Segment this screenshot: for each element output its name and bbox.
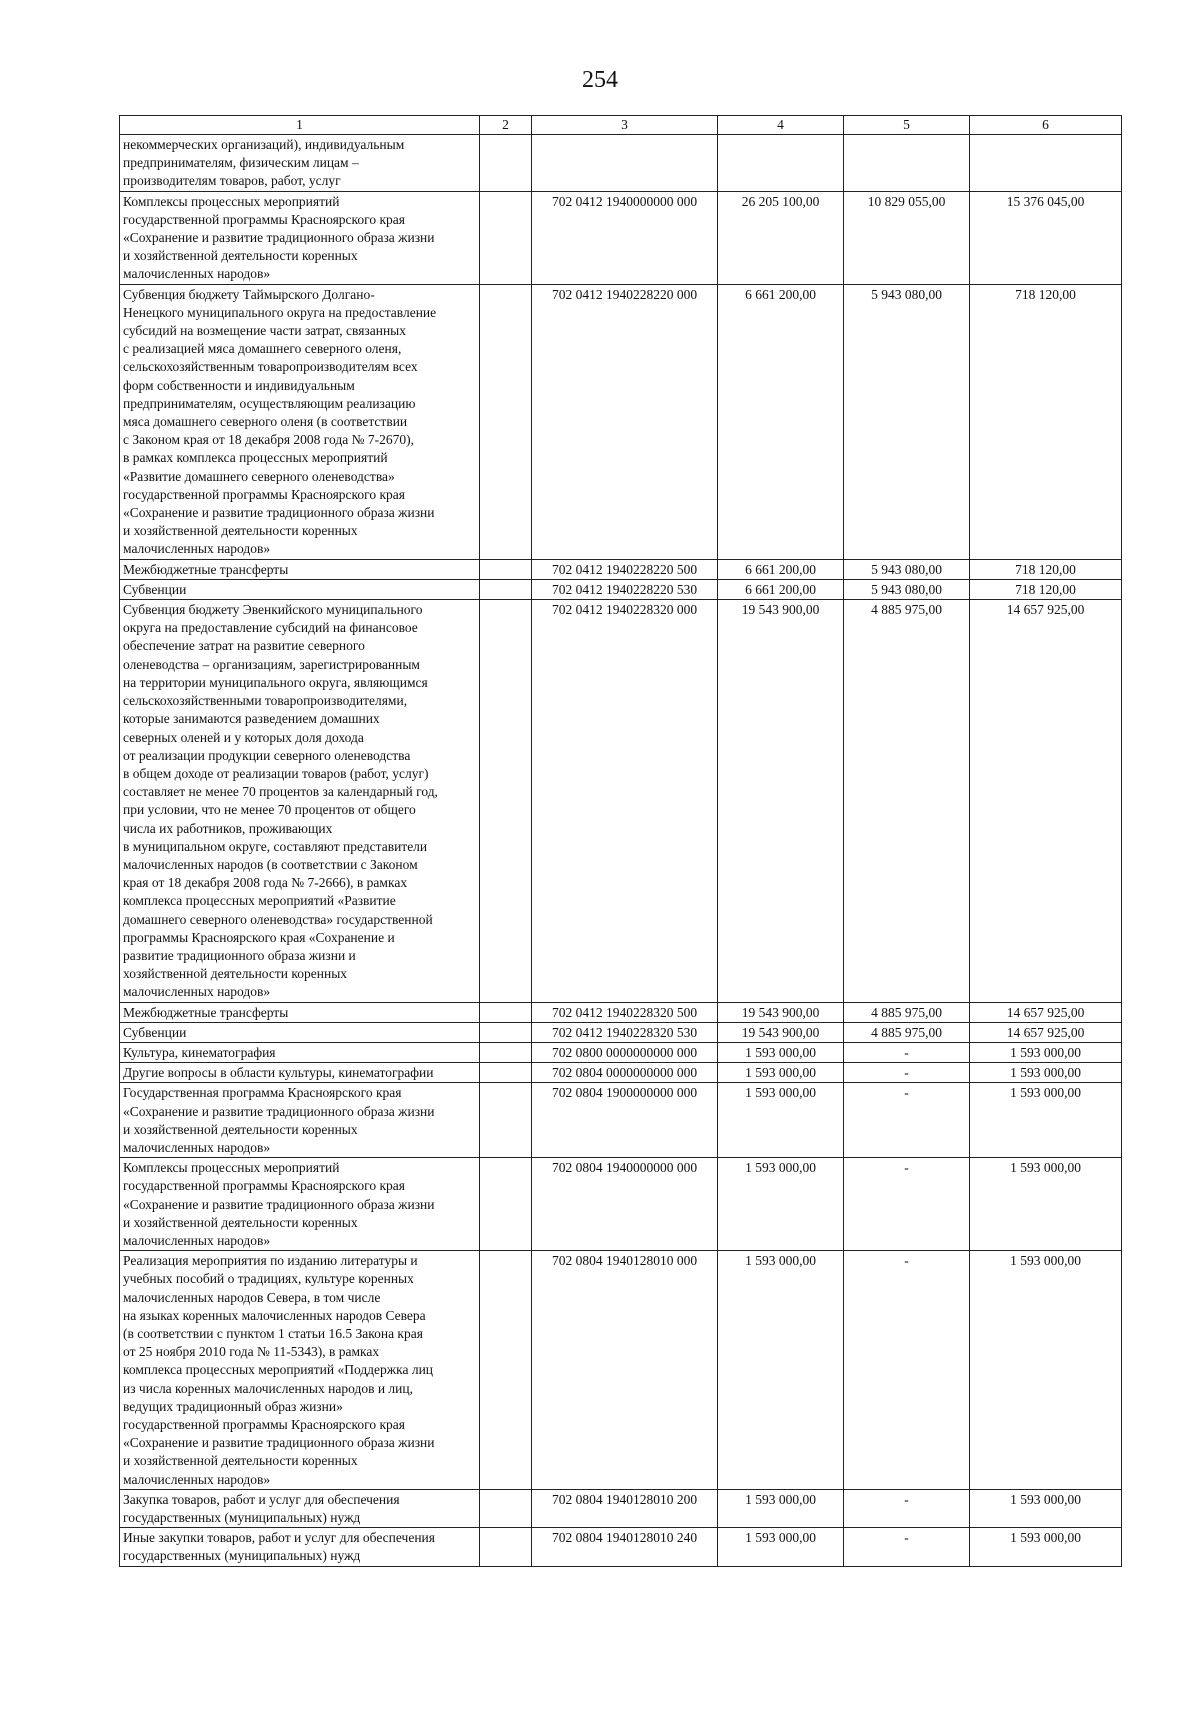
row-value-6: 718 120,00 [970,579,1122,599]
row-value-5 [844,135,970,192]
row-value-6: 14 657 925,00 [970,600,1122,1002]
row-value-5: - [844,1158,970,1251]
table-row [120,1002,1122,1022]
row-name: Закупка товаров, работ и услуг для обеспечения государственных (муниципальных) нужд [120,1489,480,1527]
row-code: 702 0412 1940000000 000 [532,191,718,284]
row-value-4: 6 661 200,00 [718,579,844,599]
row-value-5: - [844,1251,970,1490]
table-row [120,1489,1122,1527]
row-value-6: 1 593 000,00 [970,1063,1122,1083]
row-value-4: 1 593 000,00 [718,1158,844,1251]
row-name: Межбюджетные трансферты [120,559,480,579]
row-name: Комплексы процессных мероприятий государственной программы Красноярского края «Сохранение и развитие традиционного образа жизни и хозяйственной деятельности коренных малочисленных народов» [120,1158,480,1251]
row-code: 702 0804 0000000000 000 [532,1063,718,1083]
row-value-4: 1 593 000,00 [718,1083,844,1158]
row-name: Культура, кинематография [120,1042,480,1062]
col-header-5: 5 [844,116,970,135]
row-name: некоммерческих организаций), индивидуальным предпринимателям, физическим лицам – производителям товаров, работ, услуг [120,135,480,192]
row-value-4: 19 543 900,00 [718,1022,844,1042]
row-col2 [480,1489,532,1527]
row-value-6: 14 657 925,00 [970,1022,1122,1042]
row-value-5: - [844,1083,970,1158]
row-code: 702 0804 1940128010 240 [532,1528,718,1566]
col-header-2: 2 [480,116,532,135]
page-number: 254 [582,67,618,93]
row-code: 702 0412 1940228320 000 [532,600,718,1002]
col-header-3: 3 [532,116,718,135]
row-code: 702 0412 1940228320 530 [532,1022,718,1042]
row-col2 [480,1002,532,1022]
row-code: 702 0804 1940128010 200 [532,1489,718,1527]
table-row [120,1251,1122,1490]
row-col2 [480,1022,532,1042]
row-value-6 [970,135,1122,192]
row-value-5: 4 885 975,00 [844,1022,970,1042]
row-value-4: 1 593 000,00 [718,1251,844,1490]
row-value-5: 5 943 080,00 [844,284,970,559]
row-value-4: 6 661 200,00 [718,559,844,579]
table-row [120,1083,1122,1158]
row-value-6: 718 120,00 [970,284,1122,559]
row-col2 [480,284,532,559]
row-value-6: 15 376 045,00 [970,191,1122,284]
row-code: 702 0800 0000000000 000 [532,1042,718,1062]
row-value-6: 1 593 000,00 [970,1489,1122,1527]
row-value-5: - [844,1042,970,1062]
row-code: 702 0804 1900000000 000 [532,1083,718,1158]
row-code: 702 0804 1940128010 000 [532,1251,718,1490]
row-value-4: 1 593 000,00 [718,1528,844,1566]
table-row [120,600,1122,1002]
row-value-5: 4 885 975,00 [844,1002,970,1022]
row-name: Субвенция бюджету Таймырского Долгано- Ненецкого муниципального округа на предоставление субсидий на возмещение части затрат, связанных с реализацией мяса домашнего северного оленя, сельскохозяйственным товаропроизводителям всех форм собственности и индивидуальным предпринимателям, осуществляющим реализацию мяса домашнего северного оленя (в соответствии с Законом края от 18 декабря 2008 года № 7-2670), в рамках комплекса процессных мероприятий «Развитие домашнего северного оленеводства» государственной программы Красноярского края «Сохранение и развитие традиционного образа жизни и хозяйственной деятельности коренных малочисленных народов» [120,284,480,559]
col-header-6: 6 [970,116,1122,135]
row-name: Комплексы процессных мероприятий государственной программы Красноярского края «Сохранение и развитие традиционного образа жизни и хозяйственной деятельности коренных малочисленных народов» [120,191,480,284]
row-value-6: 1 593 000,00 [970,1158,1122,1251]
row-col2 [480,579,532,599]
row-value-5: 10 829 055,00 [844,191,970,284]
row-col2 [480,1042,532,1062]
row-value-5: - [844,1528,970,1566]
row-name: Субвенции [120,579,480,599]
row-value-4: 1 593 000,00 [718,1063,844,1083]
row-value-5: 4 885 975,00 [844,600,970,1002]
row-value-4: 26 205 100,00 [718,191,844,284]
row-name: Субвенции [120,1022,480,1042]
row-name: Государственная программа Красноярского края «Сохранение и развитие традиционного образа жизни и хозяйственной деятельности коренных малочисленных народов» [120,1083,480,1158]
table-row [120,284,1122,559]
row-col2 [480,1251,532,1490]
row-col2 [480,600,532,1002]
row-value-4: 1 593 000,00 [718,1489,844,1527]
row-code: 702 0412 1940228220 530 [532,579,718,599]
col-header-4: 4 [718,116,844,135]
header-row [120,116,1122,135]
row-value-5: - [844,1489,970,1527]
row-value-4: 1 593 000,00 [718,1042,844,1062]
table-row [120,1063,1122,1083]
row-value-6: 1 593 000,00 [970,1251,1122,1490]
row-value-5: - [844,1063,970,1083]
table-row [120,1022,1122,1042]
row-col2 [480,1158,532,1251]
row-value-4: 6 661 200,00 [718,284,844,559]
row-name: Другие вопросы в области культуры, кинематографии [120,1063,480,1083]
row-code: 702 0412 1940228320 500 [532,1002,718,1022]
row-value-4 [718,135,844,192]
table-row [120,1528,1122,1566]
row-value-6: 1 593 000,00 [970,1528,1122,1566]
row-value-4: 19 543 900,00 [718,1002,844,1022]
row-col2 [480,135,532,192]
row-code: 702 0412 1940228220 500 [532,559,718,579]
table-row [120,191,1122,284]
row-col2 [480,1528,532,1566]
row-name: Межбюджетные трансферты [120,1002,480,1022]
row-value-6: 1 593 000,00 [970,1042,1122,1062]
row-value-5: 5 943 080,00 [844,579,970,599]
table-row [120,1042,1122,1062]
row-value-5: 5 943 080,00 [844,559,970,579]
row-code: 702 0804 1940000000 000 [532,1158,718,1251]
row-code: 702 0412 1940228220 000 [532,284,718,559]
table-row [120,1158,1122,1251]
row-col2 [480,1063,532,1083]
row-value-4: 19 543 900,00 [718,600,844,1002]
row-value-6: 1 593 000,00 [970,1083,1122,1158]
table-row [120,579,1122,599]
row-name: Иные закупки товаров, работ и услуг для обеспечения государственных (муниципальных) нужд [120,1528,480,1566]
row-col2 [480,1083,532,1158]
row-value-6: 14 657 925,00 [970,1002,1122,1022]
row-code [532,135,718,192]
row-col2 [480,191,532,284]
row-name: Реализация мероприятия по изданию литературы и учебных пособий о традициях, культуре коренных малочисленных народов Севера, в том числе на языках коренных малочисленных народов Севера (в соответствии с пунктом 1 статьи 16.5 Закона края от 25 ноября 2010 года № 11-5343), в рамках комплекса процессных мероприятий «Поддержка лиц из числа коренных малочисленных народов и лиц, ведущих традиционный образ жизни» государственной программы Красноярского края «Сохранение и развитие традиционного образа жизни и хозяйственной деятельности коренных малочисленных народов» [120,1251,480,1490]
table-row [120,135,1122,192]
row-col2 [480,559,532,579]
budget-table [119,115,1122,1567]
col-header-1: 1 [120,116,480,135]
table-row [120,559,1122,579]
row-name: Субвенция бюджету Эвенкийского муниципального округа на предоставление субсидий на финансовое обеспечение затрат на развитие северного оленеводства – организациям, зарегистрированным на территории муниципального округа, являющимся сельскохозяйственными товаропроизводителями, которые занимаются разведением домашних северных оленей и у которых доля дохода от реализации продукции северного оленеводства в общем доходе от реализации товаров (работ, услуг) составляет не менее 70 процентов за календарный год, при условии, что не менее 70 процентов от общего числа их работников, проживающих в муниципальном округе, составляют представители малочисленных народов (в соответствии с Законом края от 18 декабря 2008 года № 7-2666), в рамках комплекса процессных мероприятий «Развитие домашнего северного оленеводства» государственной программы Красноярского края «Сохранение и развитие традиционного образа жизни и хозяйственной деятельности коренных малочисленных народов» [120,600,480,1002]
row-value-6: 718 120,00 [970,559,1122,579]
